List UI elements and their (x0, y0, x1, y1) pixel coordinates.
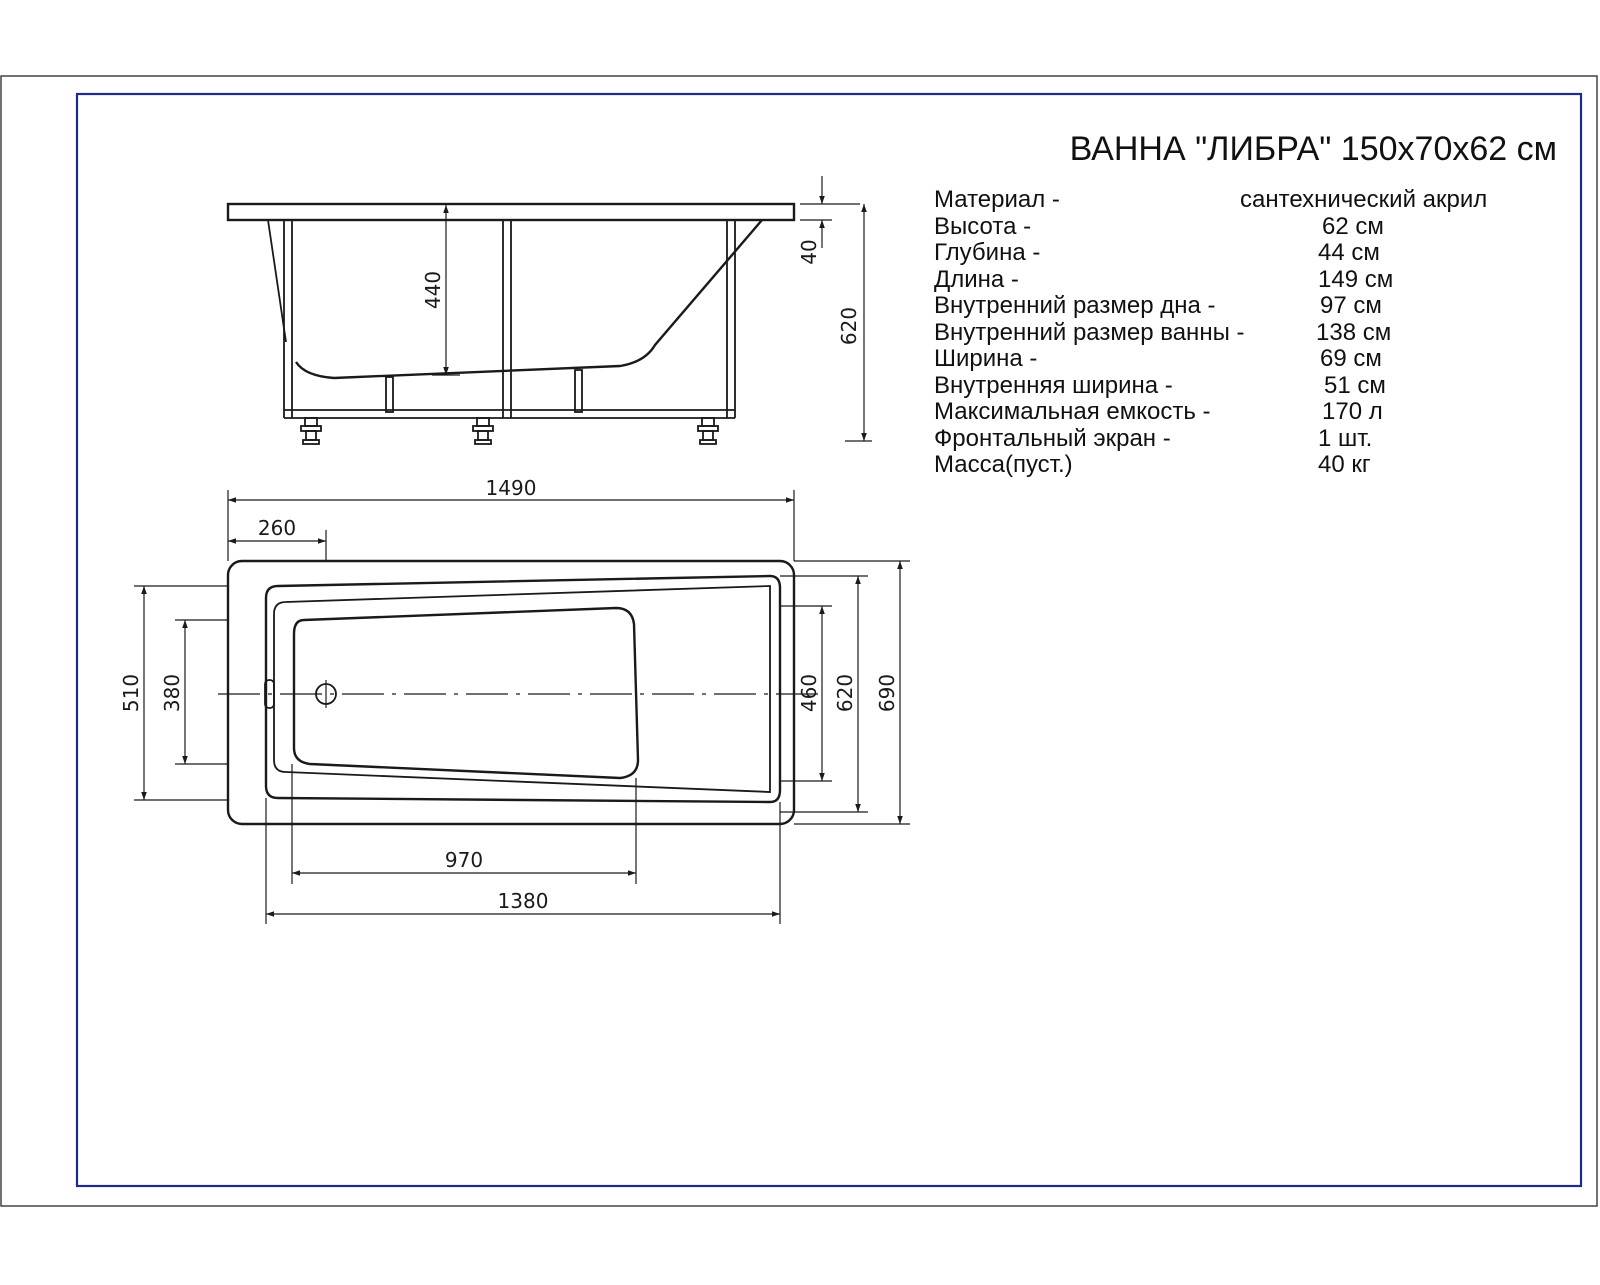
plan-inner-rim (266, 576, 780, 802)
spec-label-front-panel: Фронтальный экран - (934, 425, 1171, 452)
spec-table (934, 186, 1487, 478)
side-depth-label: 440 (421, 270, 445, 310)
spec-label-mass: Масса(пуст.) (934, 451, 1073, 478)
spec-label-inner-size: Внутренний размер ванны - (934, 319, 1245, 346)
spec-value-material: сантехнический акрил (1240, 186, 1488, 213)
side-feet (301, 418, 718, 444)
drawing-title: ВАННА "ЛИБРА" 150x70x62 см (1069, 130, 1557, 168)
side-rim-label: 40 (797, 239, 821, 265)
spec-label-inner-width: Внутренняя ширина - (934, 372, 1173, 399)
plan-width-label: 690 (875, 673, 899, 713)
spec-value-front-panel: 1 шт. (1318, 425, 1373, 452)
side-bowl-profile (296, 220, 762, 378)
side-view (228, 176, 872, 444)
spec-value-depth: 44 см (1318, 239, 1380, 266)
spec-value-height: 62 см (1322, 213, 1384, 240)
plan-bath-bottom (294, 608, 638, 778)
spec-label-capacity: Максимальная емкость - (934, 398, 1211, 425)
plan-bottom-length-label: 970 (444, 848, 484, 872)
plan-inner-length-label: 1380 (497, 889, 549, 913)
plan-height-label: 620 (833, 673, 857, 713)
plan-inner-width-label: 510 (119, 673, 143, 713)
plan-length-label: 1490 (485, 476, 537, 500)
side-rim (228, 204, 794, 220)
plan-inner-rim-2 (274, 586, 770, 792)
spec-value-length: 149 см (1318, 266, 1394, 293)
side-frame (284, 220, 735, 418)
spec-label-depth: Глубина - (934, 239, 1041, 266)
spec-value-bottom-size: 97 см (1320, 292, 1382, 319)
spec-label-width: Ширина - (934, 345, 1038, 372)
side-height-label: 620 (837, 306, 861, 346)
spec-value-inner-width: 51 см (1324, 372, 1386, 399)
plan-bottom-width-label: 380 (160, 673, 184, 713)
spec-value-width: 69 см (1320, 345, 1382, 372)
plan-inner-narrow-label: 460 (797, 673, 821, 713)
spec-value-mass: 40 кг (1318, 451, 1371, 478)
spec-value-inner-size: 138 см (1316, 319, 1392, 346)
spec-value-capacity: 170 л (1322, 398, 1383, 425)
plan-drain-label: 260 (257, 516, 297, 540)
spec-label-material: Материал - (934, 186, 1060, 213)
spec-label-height: Высота - (934, 213, 1032, 240)
spec-label-bottom-size: Внутренний размер дна - (934, 292, 1216, 319)
plan-view (119, 476, 910, 924)
spec-label-length: Длина - (934, 266, 1019, 293)
